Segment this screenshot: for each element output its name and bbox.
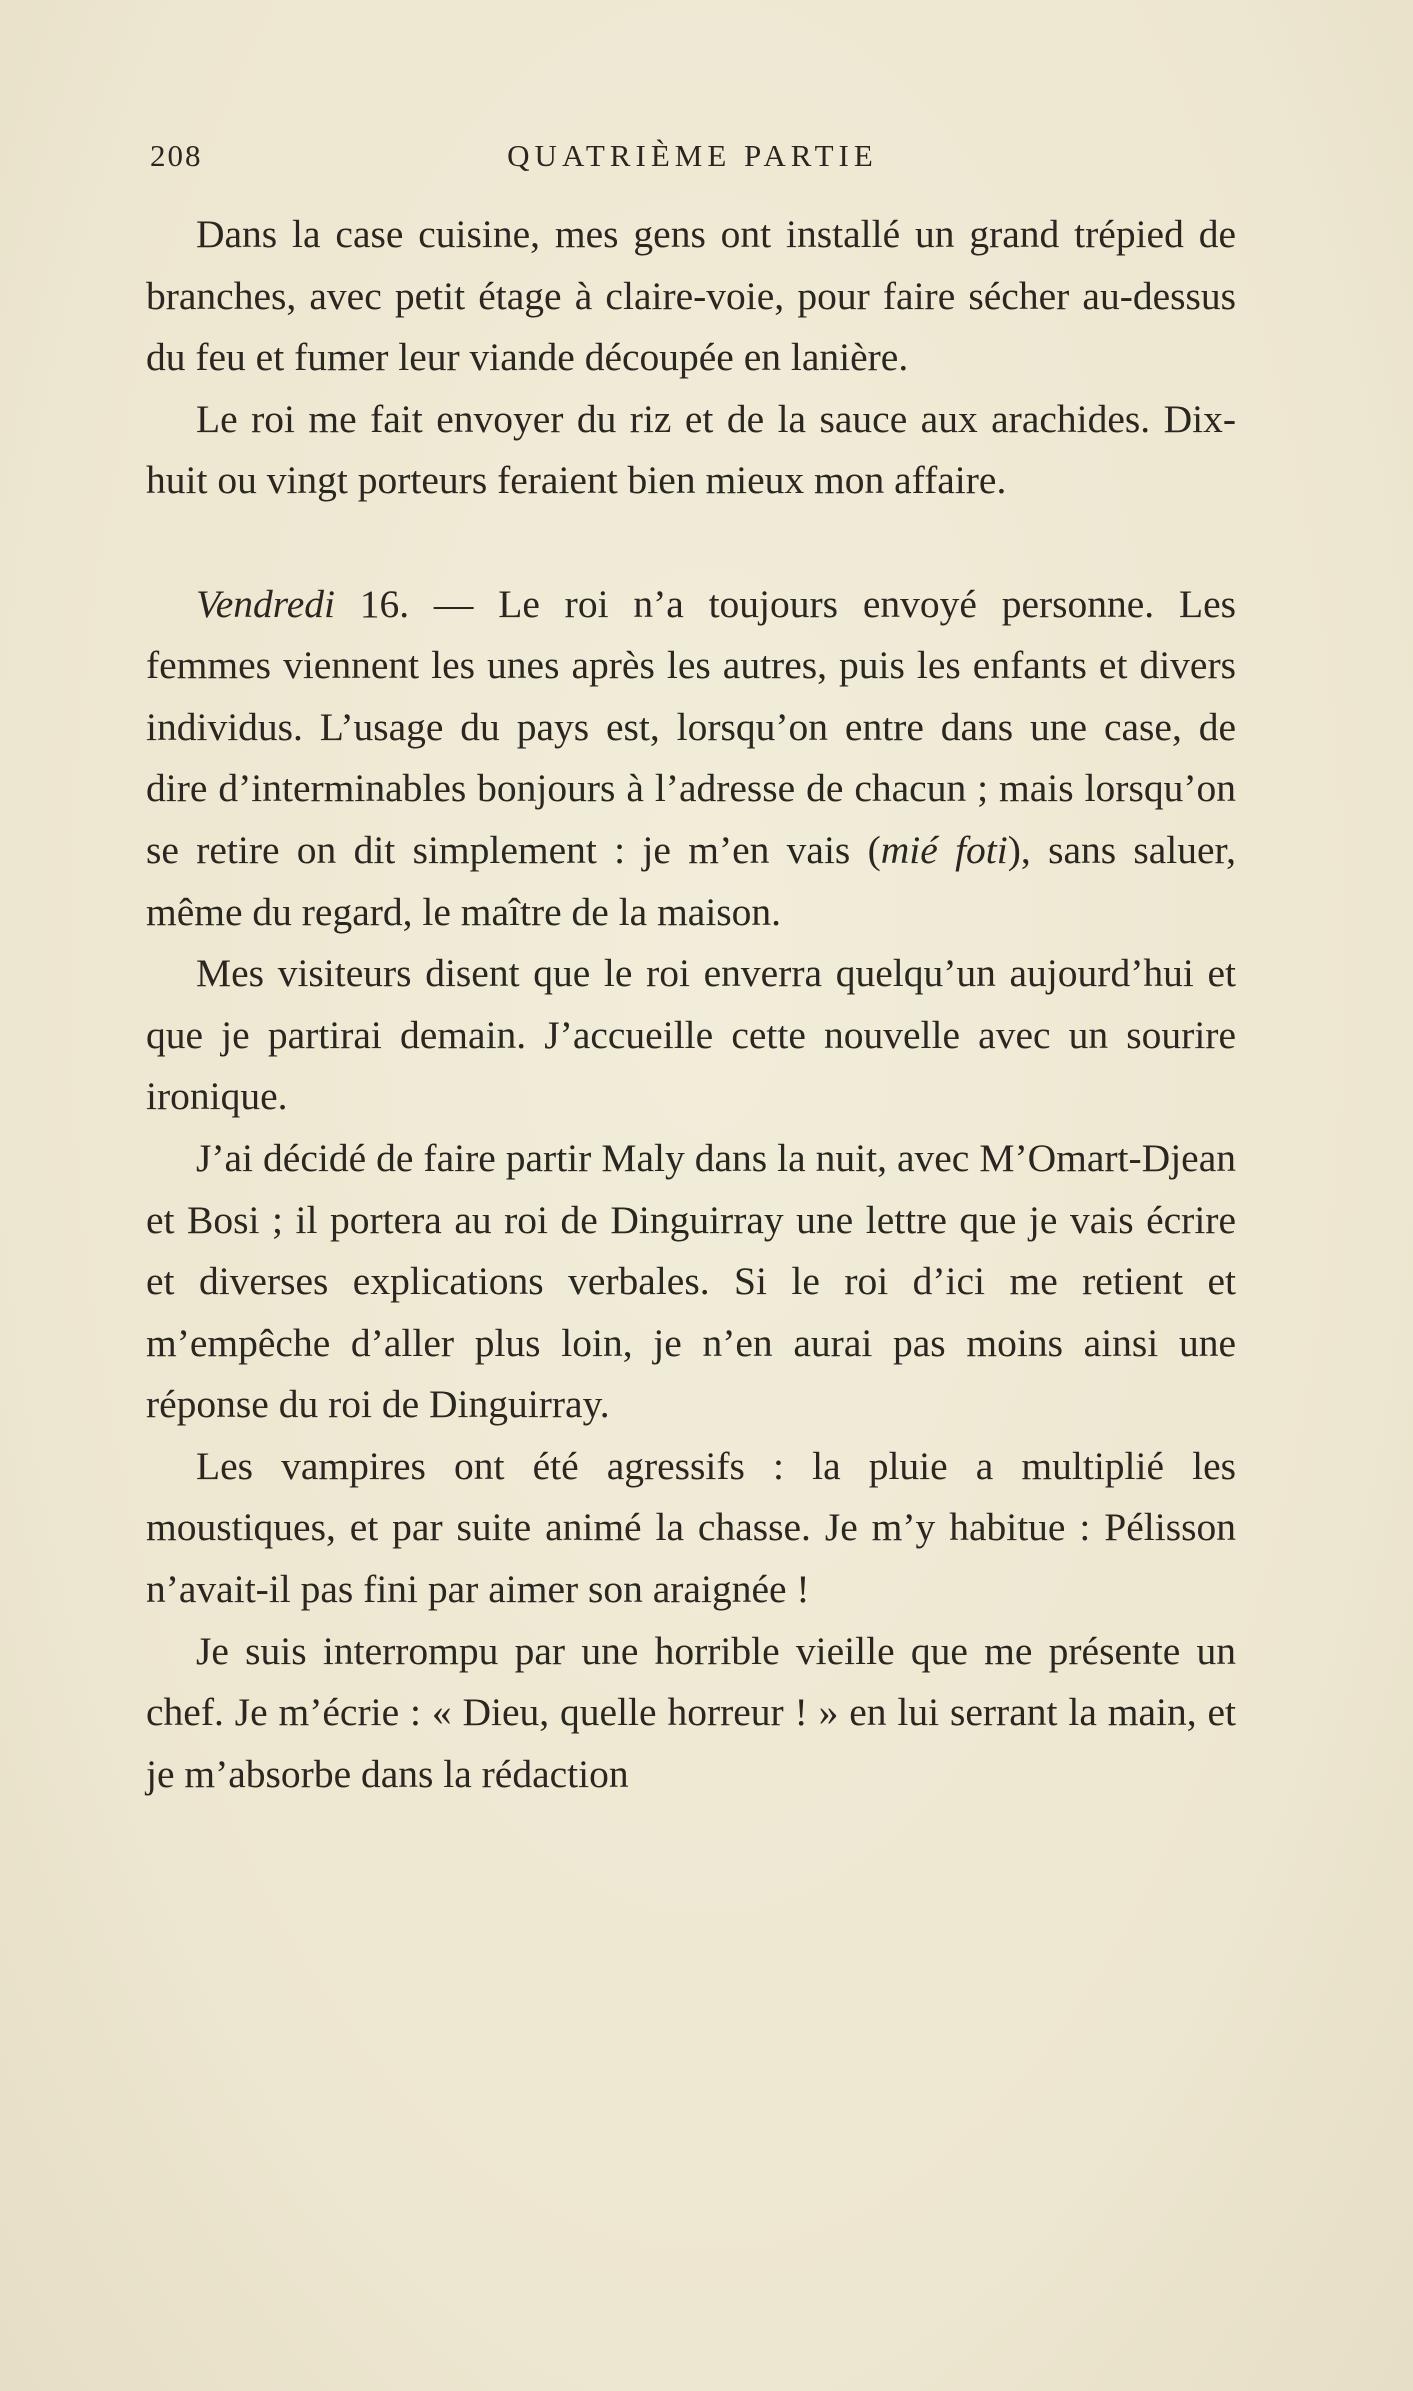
paragraph-kitchen: Dans la case cuisine, mes gens ont installé un grand trépied de branches, avec petit étage à claire-voie, pour faire sécher au-dessus du feu et fumer leur viande découpée en lanière. xyxy=(146,212,1236,380)
page-header xyxy=(150,138,1235,178)
paragraph-maly: J’ai décidé de faire partir Maly dans la nuit, avec M’Omart-Djean et Bosi ; il portera au roi de Dinguirray une lettre que je vais écrire et diverses explications verbales. Si le roi d’ici me retient et m’empêche d’aller plus loin, je n’en aurai pas moins ainsi une réponse du roi de Dinguirray. xyxy=(146,1135,1236,1427)
paragraph-visitors: Mes visiteurs disent que le roi enverra quelqu’un aujourd’hui et que je partirai demain. J’accueille cette nouvelle avec un sourire ironique. xyxy=(146,951,1236,1119)
paragraph-king-rice: Le roi me fait envoyer du riz et de la sauce aux arachides. Dix-huit ou vingt porteurs feraient bien mieux mon affaire. xyxy=(146,396,1236,503)
running-title: QUATRIÈME PARTIE xyxy=(507,138,878,173)
page-number: 208 xyxy=(150,138,203,173)
paragraph-friday xyxy=(146,574,1236,944)
body-text xyxy=(146,204,1236,1805)
native-phrase: mié foti xyxy=(880,827,1008,872)
friday-text-end: ), sans saluer, même du regard, le maître de la maison. xyxy=(146,827,1236,934)
friday-text: 16. — Le roi n’a toujours envoyé personne. Les femmes viennent les unes après les autres, puis les enfants et divers individus. L’usage du pays est, lorsqu’on entre dans une case, de dire d’interminables bonjours à l’adresse de chacun ; mais lorsqu’on se retire on dit simplement : je m’en vais ( xyxy=(146,581,1236,872)
date-heading: Vendredi xyxy=(196,581,335,626)
paragraph-vampires: Les vampires ont été agressifs : la pluie a multiplié les moustiques, et par suite animé la chasse. Je m’y habitue : Pélisson n’avait-il pas fini par aimer son araignée ! xyxy=(146,1443,1236,1612)
paragraph-old-woman: Je suis interrompu par une horrible vieille que me présente un chef. Je m’écrie : « Dieu, quelle horreur ! » en lui serrant la main, et je m’absorbe dans la rédaction xyxy=(146,1628,1236,1796)
